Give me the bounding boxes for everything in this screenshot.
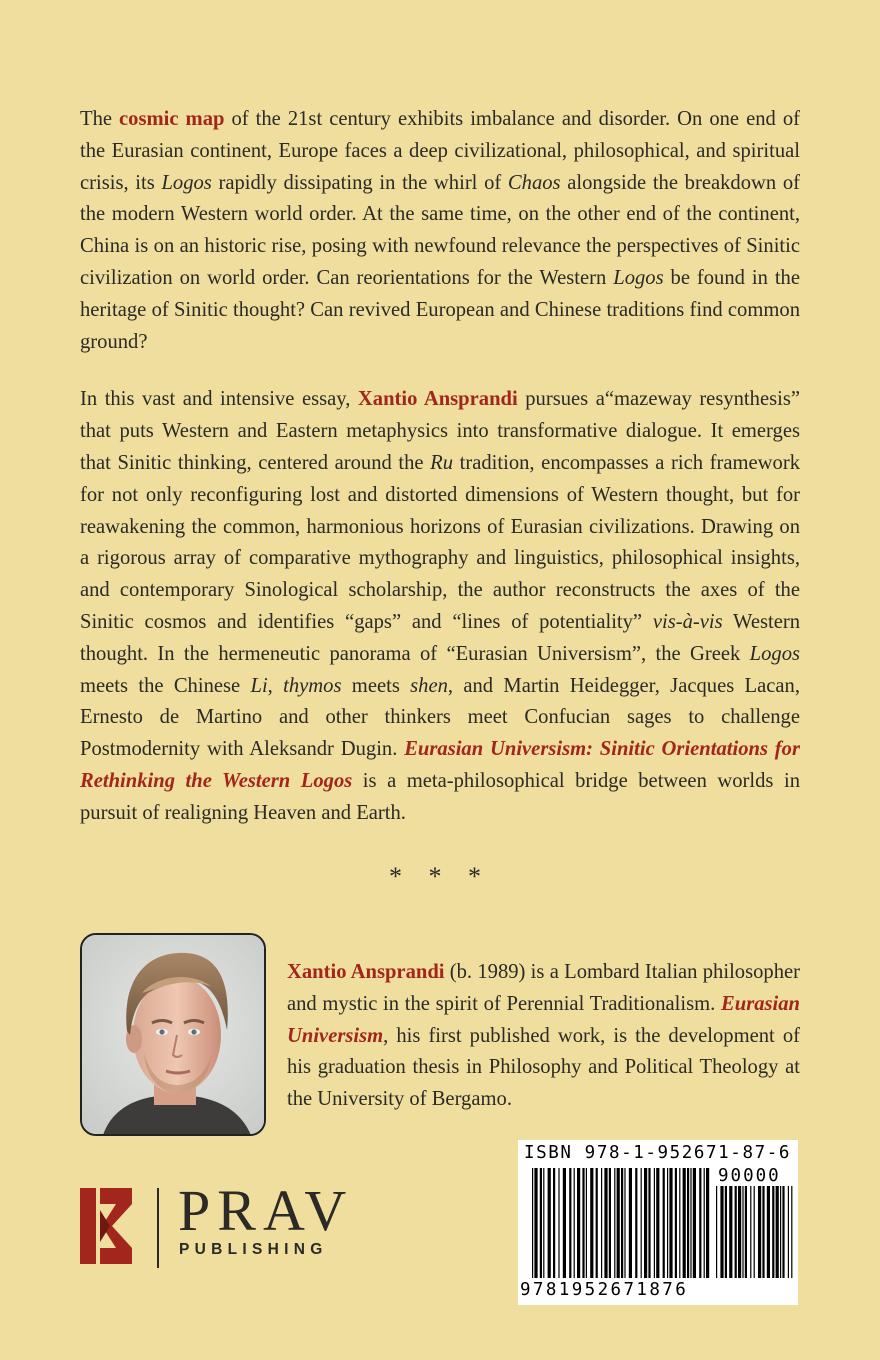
italic-logos: Logos <box>749 642 800 665</box>
bio-work-title: Eurasian Universism <box>287 992 800 1047</box>
barcode-bar <box>675 1168 677 1278</box>
barcode-bar <box>738 1186 741 1278</box>
barcode-bar <box>604 1168 607 1278</box>
barcode-bar <box>679 1168 680 1278</box>
italic-ru: Ru <box>430 451 454 474</box>
barcode-bar <box>629 1168 632 1278</box>
barcode-bar <box>704 1168 705 1278</box>
ean-number: 9781952671876 <box>520 1280 689 1300</box>
text: of the 21st century exhibits imbalance and disorder. On one end of the Eurasian continent, Europe faces a deep civilizational, philosophical, and spiritual crisis, its <box>80 108 800 194</box>
barcode-bar <box>758 1186 761 1278</box>
barcode-bar <box>780 1186 781 1278</box>
barcode-bar <box>577 1168 580 1278</box>
author-bio <box>287 957 800 1116</box>
barcode-bar <box>609 1168 611 1278</box>
logo-divider <box>157 1188 159 1268</box>
highlight-cosmic-map: cosmic map <box>119 108 225 130</box>
text: rapidly dissipating in the whirl of <box>211 171 508 194</box>
barcode-bar <box>772 1186 774 1278</box>
text: In this vast and intensive essay, <box>80 388 358 411</box>
barcode-bar <box>648 1168 650 1278</box>
barcode-bar <box>563 1168 566 1278</box>
book-title: Eurasian Universism: Sinitic Orientations for Rethinking the Western Logos <box>80 738 800 792</box>
italic-chaos: Chaos <box>507 171 561 194</box>
author-portrait-image <box>82 935 266 1136</box>
barcode-bar <box>693 1168 696 1278</box>
publisher-logo <box>80 1178 380 1273</box>
text: (b. 1989) is a Lombard Italian philosopher and mystic in the spirit of Perennial Traditionalism. <box>287 961 800 1015</box>
barcode-bar <box>624 1168 625 1278</box>
barcode-bar <box>725 1186 727 1278</box>
text: tradition, encompasses a rich framework for not only reconfiguring lost and distorted dimensions of Western thought, but for reawakening the common, harmonious horizons of Eurasian civilizations. Drawing on a rigorous array of comparative mythography and linguistics, philosophical insights, and contemporary Sinological scholarship, the author reconstructs the axes of the Sinitic cosmos and identifies “gaps” and “lines of potentiality” <box>80 451 800 633</box>
barcode-bar <box>720 1186 723 1278</box>
barcode-bar <box>534 1168 537 1278</box>
text: alongside the breakdown of the modern Western world order. At the same time, on the other end of the continent, China is on an historic rise, posing with newfound relevance the perspectives of Sinitic civilization on world order. Can reorientations for the Western <box>80 171 800 289</box>
barcode-bar <box>667 1168 668 1278</box>
barcode-bar <box>614 1168 615 1278</box>
text: Western thought. In the hermeneutic panorama of “Eurasian Universism”, the Greek <box>80 610 800 665</box>
italic-thymos: thymos <box>283 674 342 697</box>
author-name: Xantio Ansprandi <box>357 388 518 411</box>
bio-author-name: Xantio Ansprandi <box>287 961 445 983</box>
barcode-bar <box>543 1168 544 1278</box>
barcode-bar <box>669 1168 672 1278</box>
publisher-name: PRAV <box>178 1178 354 1243</box>
barcode-bar <box>782 1186 784 1278</box>
barcode-bar <box>742 1186 743 1278</box>
text: meets the Chinese <box>80 674 251 697</box>
barcode-bar <box>716 1186 717 1278</box>
barcode-bar <box>683 1168 686 1278</box>
isbn-barcode <box>518 1140 798 1305</box>
author-photo <box>80 933 266 1136</box>
text: The <box>80 108 120 130</box>
addon-number: 90000 <box>718 1166 781 1186</box>
blurb <box>80 104 800 856</box>
barcode-bar <box>553 1168 555 1278</box>
barcode-bar <box>663 1168 665 1278</box>
italic-vis-a-vis: vis-à-vis <box>652 610 723 633</box>
barcode-bar <box>621 1168 623 1278</box>
text: be found in the heritage of Sinitic thought? Can revived European and Chinese traditions find common ground? <box>80 266 800 353</box>
blurb-paragraph-2 <box>80 384 800 829</box>
barcode-bar <box>767 1186 770 1278</box>
barcode-bar <box>750 1186 751 1278</box>
barcode-bar <box>596 1168 598 1278</box>
text: , his first published work, is the development of his graduation thesis in Philosophy and Political Theology at the University of Bergamo. <box>287 1024 800 1111</box>
barcode-bar <box>754 1186 755 1278</box>
barcode-bar <box>586 1168 587 1278</box>
text: is a meta-philosophical bridge between worlds in pursuit of realigning Heaven and Earth. <box>80 769 800 824</box>
barcode-bar <box>706 1168 709 1278</box>
text: meets <box>341 674 411 697</box>
publisher-subtitle: PUBLISHING <box>179 1241 328 1258</box>
barcode-bar <box>590 1168 593 1278</box>
barcode-bar <box>776 1186 779 1278</box>
text: pursues a“mazeway resynthesis” that puts Western and Eastern metaphysics into transformative dialogue. It emerges that Sinitic thinking, centered around the <box>80 388 800 474</box>
italic-shen: shen <box>410 674 448 697</box>
barcode-bar <box>656 1168 659 1278</box>
barcode-bar <box>635 1168 637 1278</box>
barcode-bar <box>569 1168 571 1278</box>
barcode-bar <box>788 1186 789 1278</box>
barcode-bar <box>745 1186 747 1278</box>
barcode-bar <box>654 1168 655 1278</box>
barcode-bar <box>791 1186 792 1278</box>
isbn-label: ISBN 978-1-952671-87-6 <box>524 1143 791 1163</box>
text: , and Martin Heidegger, Jacques Lacan, Ernesto de Martino and other thinkers meet Confucian sages to challenge Postmodernity with Aleksandr Dugin. <box>80 674 800 761</box>
barcode-bar <box>641 1168 642 1278</box>
barcode-bar <box>532 1168 533 1278</box>
text: , <box>267 674 284 697</box>
barcode-bar <box>699 1168 701 1278</box>
barcode-bar <box>644 1168 647 1278</box>
barcode-bar <box>540 1168 542 1278</box>
barcode-bar <box>729 1186 732 1278</box>
barcode-bar <box>548 1168 551 1278</box>
barcode-bar <box>582 1168 584 1278</box>
barcode-bar <box>690 1168 691 1278</box>
italic-logos: Logos <box>613 266 664 289</box>
barcode-bar <box>558 1168 559 1278</box>
barcode-bar <box>617 1168 620 1278</box>
italic-logos: Logos <box>161 171 212 194</box>
blurb-paragraph-1 <box>80 104 800 358</box>
barcode-bar <box>601 1168 602 1278</box>
addon-barcode-bars <box>716 1186 794 1278</box>
barcode-bar <box>762 1186 764 1278</box>
italic-li: Li <box>250 674 268 697</box>
barcode-bar <box>574 1168 575 1278</box>
ean-barcode-bars <box>532 1168 712 1278</box>
prav-logo-mark-icon <box>80 1188 132 1264</box>
barcode-bar <box>687 1168 689 1278</box>
section-separator: * * * <box>389 862 491 891</box>
barcode-bar <box>735 1186 737 1278</box>
